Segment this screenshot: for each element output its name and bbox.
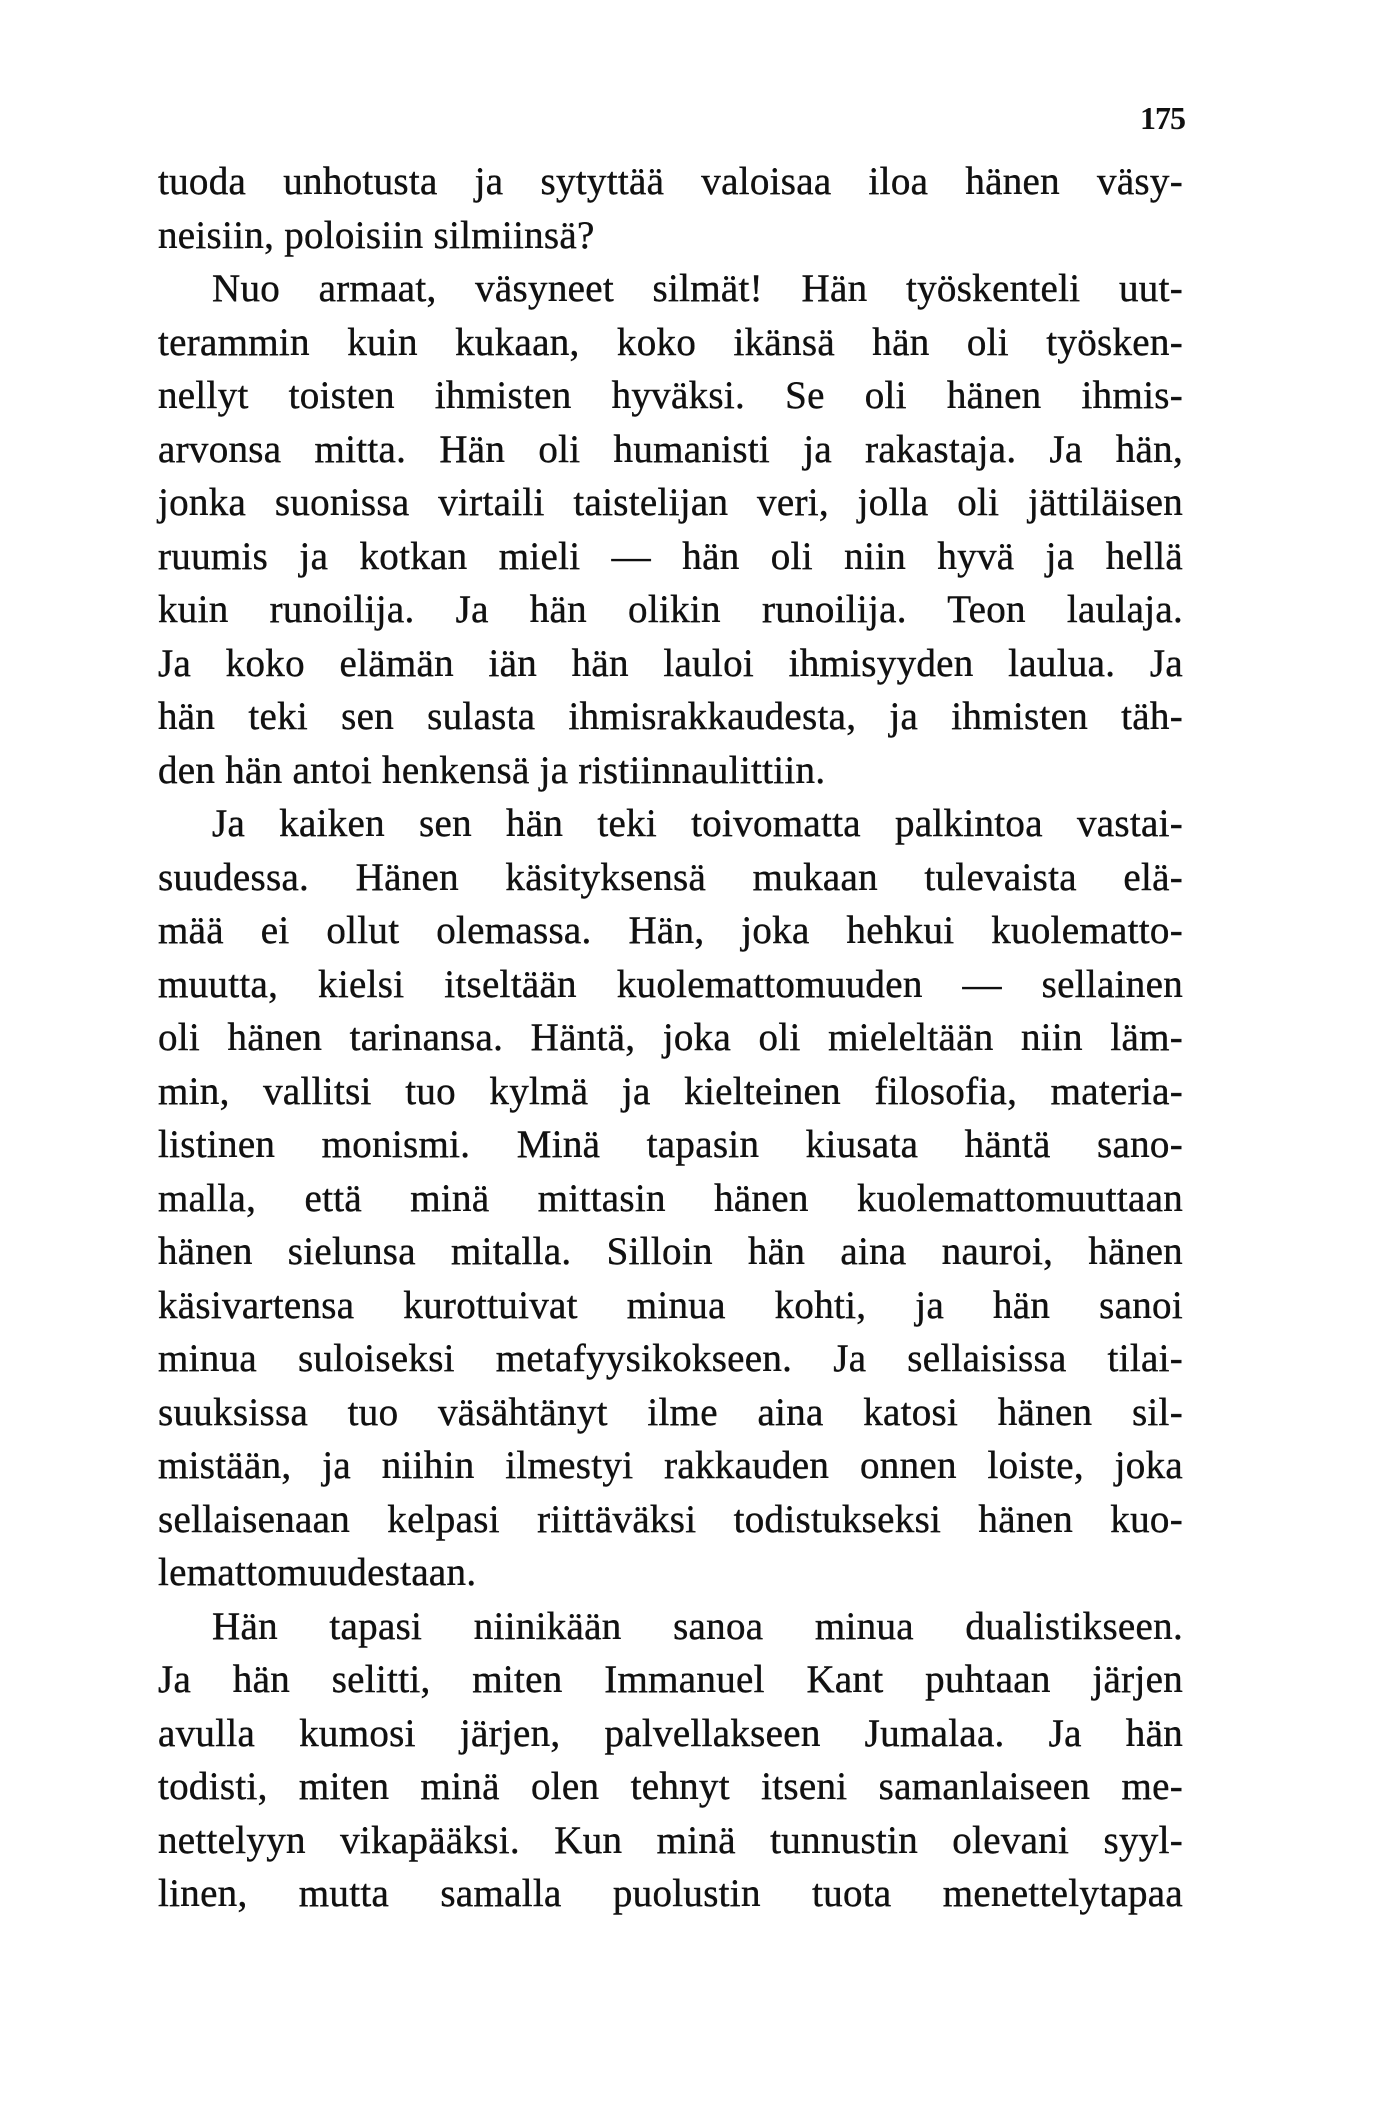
page-body — [158, 155, 1183, 1921]
text-line — [158, 423, 1183, 477]
text-line — [158, 1439, 1183, 1493]
text-line-content: neisiin, poloisiin silmiinsä? — [158, 213, 595, 257]
text-line-content: sellaisenaan kelpasi riittäväksi todistukseksi hänen kuo- — [158, 1497, 1183, 1541]
text-line-content: terammin kuin kukaan, koko ikänsä hän oli työsken- — [158, 320, 1183, 364]
text-line — [158, 1225, 1183, 1279]
text-line — [158, 476, 1183, 530]
text-line-content: arvonsa mitta. Hän oli humanisti ja rakastaja. Ja hän, — [158, 427, 1183, 471]
text-line — [158, 1867, 1183, 1921]
text-line-content: listinen monismi. Minä tapasin kiusata häntä sano- — [158, 1123, 1183, 1166]
text-line — [158, 316, 1183, 370]
paragraph — [158, 797, 1183, 1600]
text-line — [158, 1172, 1183, 1226]
text-line — [158, 851, 1183, 905]
text-line — [158, 958, 1183, 1012]
text-line — [158, 1279, 1183, 1333]
text-line-content: mistään, ja niihin ilmestyi rakkauden onnen loiste, joka — [158, 1444, 1183, 1487]
text-line-content: todisti, miten minä olen tehnyt itseni samanlaiseen me- — [158, 1765, 1183, 1808]
text-line — [158, 1011, 1183, 1065]
paragraph — [158, 262, 1183, 797]
text-line — [158, 1332, 1183, 1386]
text-line-content: nettelyyn vikapääksi. Kun minä tunnustin olevani syyl- — [158, 1818, 1183, 1862]
text-line-content: Ja kaiken sen hän teki toivomatta palkintoa vastai- — [212, 802, 1183, 845]
text-line — [158, 637, 1183, 691]
text-line-content: kuin runoilija. Ja hän olikin runoilija. Teon laulaja. — [158, 588, 1183, 631]
text-line-content: min, vallitsi tuo kylmä ja kielteinen filosofia, materia- — [158, 1069, 1183, 1113]
text-line — [158, 1814, 1183, 1868]
text-line-content: oli hänen tarinansa. Häntä, joka oli mieleltään niin läm- — [158, 1016, 1183, 1059]
text-line — [158, 530, 1183, 584]
text-line-content: muutta, kielsi itseltään kuolemattomuuden — sellainen — [158, 962, 1183, 1006]
text-line — [158, 1546, 1183, 1600]
text-line — [158, 1386, 1183, 1440]
text-line — [158, 1065, 1183, 1119]
text-line — [158, 744, 1183, 798]
text-line — [158, 1493, 1183, 1547]
text-line-content: lemattomuudestaan. — [158, 1551, 477, 1594]
text-line-content: linen, mutta samalla puolustin tuota menettelytapaa — [158, 1872, 1183, 1915]
text-line — [158, 904, 1183, 958]
paragraph — [158, 1600, 1183, 1921]
text-line — [158, 1600, 1183, 1654]
text-line — [158, 369, 1183, 423]
text-line — [158, 1118, 1183, 1172]
text-line — [158, 1760, 1183, 1814]
text-line-content: suuksissa tuo väsähtänyt ilme aina katosi hänen sil- — [158, 1390, 1183, 1434]
text-line — [158, 155, 1183, 209]
text-line-content: Nuo armaat, väsyneet silmät! Hän työskenteli uut- — [212, 267, 1183, 310]
text-line-content: hän teki sen sulasta ihmisrakkaudesta, ja ihmisten täh- — [158, 695, 1183, 738]
page-number: 175 — [1140, 100, 1185, 136]
text-line-content: malla, että minä mittasin hänen kuolemattomuuttaan — [158, 1176, 1183, 1220]
text-line-content: hänen sielunsa mitalla. Silloin hän aina nauroi, hänen — [158, 1230, 1183, 1273]
text-line — [158, 1707, 1183, 1761]
text-line-content: den hän antoi henkensä ja ristiinnaulittiin. — [158, 748, 826, 792]
text-line-content: Hän tapasi niinikään sanoa minua dualistikseen. — [212, 1604, 1183, 1648]
paragraph — [158, 155, 1183, 262]
text-line-content: tuoda unhotusta ja sytyttää valoisaa iloa hänen väsy- — [158, 160, 1183, 203]
text-line-content: Ja koko elämän iän hän lauloi ihmisyyden laulua. Ja — [158, 641, 1183, 685]
text-line — [158, 209, 1183, 263]
text-line-content: avulla kumosi järjen, palvellakseen Jumalaa. Ja hän — [158, 1711, 1183, 1755]
text-line-content: käsivartensa kurottuivat minua kohti, ja hän sanoi — [158, 1283, 1183, 1327]
text-line — [158, 262, 1183, 316]
text-line-content: nellyt toisten ihmisten hyväksi. Se oli hänen ihmis- — [158, 374, 1183, 417]
text-line — [158, 1653, 1183, 1707]
text-line — [158, 583, 1183, 637]
text-line — [158, 690, 1183, 744]
text-line-content: ruumis ja kotkan mieli — hän oli niin hyvä ja hellä — [158, 534, 1183, 578]
text-line-content: mää ei ollut olemassa. Hän, joka hehkui kuolematto- — [158, 909, 1183, 952]
text-line — [158, 797, 1183, 851]
text-line-content: suudessa. Hänen käsityksensä mukaan tulevaista elä- — [158, 855, 1183, 899]
text-line-content: minua suloiseksi metafyysikokseen. Ja sellaisissa tilai- — [158, 1337, 1183, 1380]
text-line-content: jonka suonissa virtaili taistelijan veri, jolla oli jättiläisen — [158, 481, 1183, 524]
text-line-content: Ja hän selitti, miten Immanuel Kant puhtaan järjen — [158, 1658, 1183, 1701]
